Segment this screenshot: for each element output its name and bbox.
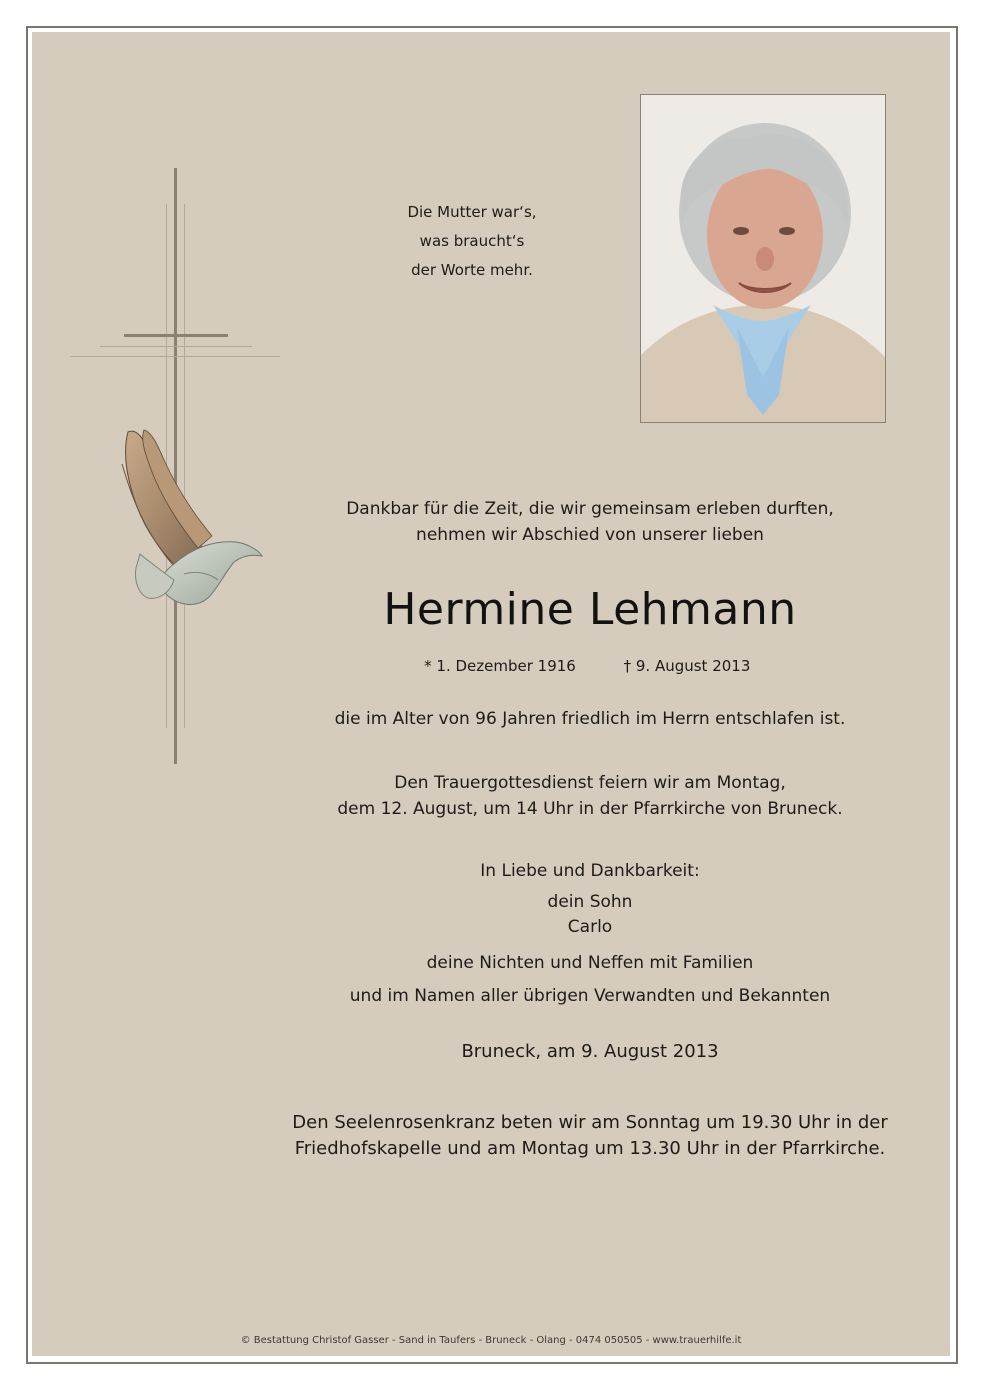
death-date: † 9. August 2013 — [623, 657, 751, 675]
motto-line: der Worte mehr. — [411, 261, 533, 279]
mourners-heading: In Liebe und Dankbarkeit: — [480, 861, 700, 881]
place-date: Bruneck, am 9. August 2013 — [461, 1041, 719, 1062]
son-label: dein Sohn — [547, 892, 633, 912]
mourners-son — [300, 890, 880, 940]
birth-date: * 1. Dezember 1916 — [424, 657, 576, 675]
intro-text — [300, 496, 880, 548]
age-text: die im Alter von 96 Jahren friedlich im Herrn entschlafen ist. — [334, 709, 846, 729]
motto-verse — [372, 198, 572, 285]
intro-line: nehmen wir Abschied von unserer lieben — [416, 525, 764, 545]
praying-hands-icon — [114, 424, 264, 610]
mourners-others: und im Namen aller übrigen Verwandten und Bekannten — [349, 986, 831, 1006]
footer-credit: © Bestattung Christof Gasser - Sand in Taufers - Bruneck - Olang - 0474 050505 - www.trauerhilfe.it — [240, 1335, 742, 1346]
portrait-photo — [640, 94, 886, 423]
motto-line: was braucht‘s — [419, 232, 525, 250]
deceased-name: Hermine Lehmann — [383, 584, 797, 635]
mourners-nieces: deine Nichten und Neffen mit Familien — [426, 953, 754, 973]
son-name: Carlo — [567, 917, 613, 937]
intro-line: Dankbar für die Zeit, die wir gemeinsam erleben durften, — [346, 499, 834, 519]
rosary-text — [280, 1110, 900, 1162]
service-line: dem 12. August, um 14 Uhr in der Pfarrkirche von Bruneck. — [337, 799, 843, 819]
rosary-line: Friedhofskapelle und am Montag um 13.30 Uhr in der Pfarrkirche. — [294, 1138, 886, 1159]
funeral-service-text — [300, 770, 880, 822]
rosary-line: Den Seelenrosenkranz beten wir am Sonntag um 19.30 Uhr in der — [292, 1112, 888, 1133]
service-line: Den Trauergottesdienst feiern wir am Montag, — [394, 773, 786, 793]
motto-line: Die Mutter war‘s, — [407, 203, 537, 221]
